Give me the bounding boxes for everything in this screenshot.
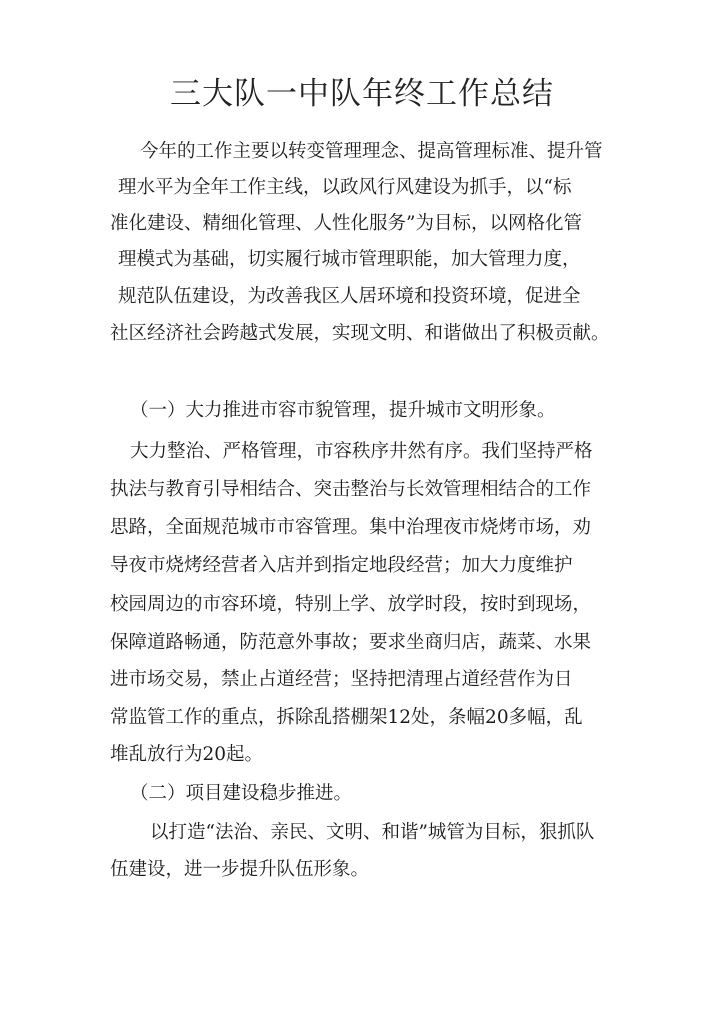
section-heading: （二）项目建设稳步推进。 — [130, 783, 353, 804]
intro-line: 准化建设、精细化管理、人性化服务”为目标，以网格化管 — [110, 213, 582, 234]
section-line: 导夜市烧烤经营者入店并到指定地段经营；加大力度维护 — [110, 555, 573, 576]
intro-line: 今年的工作主要以转变管理理念、提高管理标准、提升管 — [140, 141, 603, 162]
section-line: 伍建设，进一步提升队伍形象。 — [110, 859, 370, 880]
intro-line: 理水平为全年工作主线，以政风行风建设为抓手，以“标 — [118, 177, 572, 198]
intro-line: 理模式为基础，切实履行城市管理职能，加大管理力度， — [118, 249, 581, 270]
section-line: 进市场交易，禁止占道经营；坚持把清理占道经营作为日 — [110, 669, 573, 690]
document-title: 三大队一中队年终工作总结 — [170, 76, 554, 112]
section-line: 大力整治、严格管理，市容秩序井然有序。我们坚持严格 — [130, 441, 593, 462]
section-heading: （一）大力推进市容市貌管理，提升城市文明形象。 — [130, 400, 556, 421]
intro-line: 社区经济社会跨越式发展，实现文明、和谐做出了积极贡献。 — [110, 323, 610, 344]
section-line: 以打造“法治、亲民、文明、和谐”城管为目标，狠抓队 — [150, 822, 595, 843]
section-line: 保障道路畅通，防范意外事故；要求坐商归店，蔬菜、水果 — [110, 632, 592, 653]
intro-line: 规范队伍建设，为改善我区人居环境和投资环境，促进全 — [118, 286, 581, 307]
section-line: 思路，全面规范城市市容管理。集中治理夜市烧烤市场，劝 — [110, 517, 592, 538]
section-line: 堆乱放行为20起。 — [110, 744, 264, 765]
section-line: 执法与教育引导相结合、突击整治与长效管理相结合的工作 — [110, 479, 592, 500]
section-line: 校园周边的市容环境，特别上学、放学时段，按时到现场， — [110, 594, 592, 615]
section-line: 常监管工作的重点，拆除乱搭棚架12处，条幅20多幅，乱 — [110, 707, 583, 728]
